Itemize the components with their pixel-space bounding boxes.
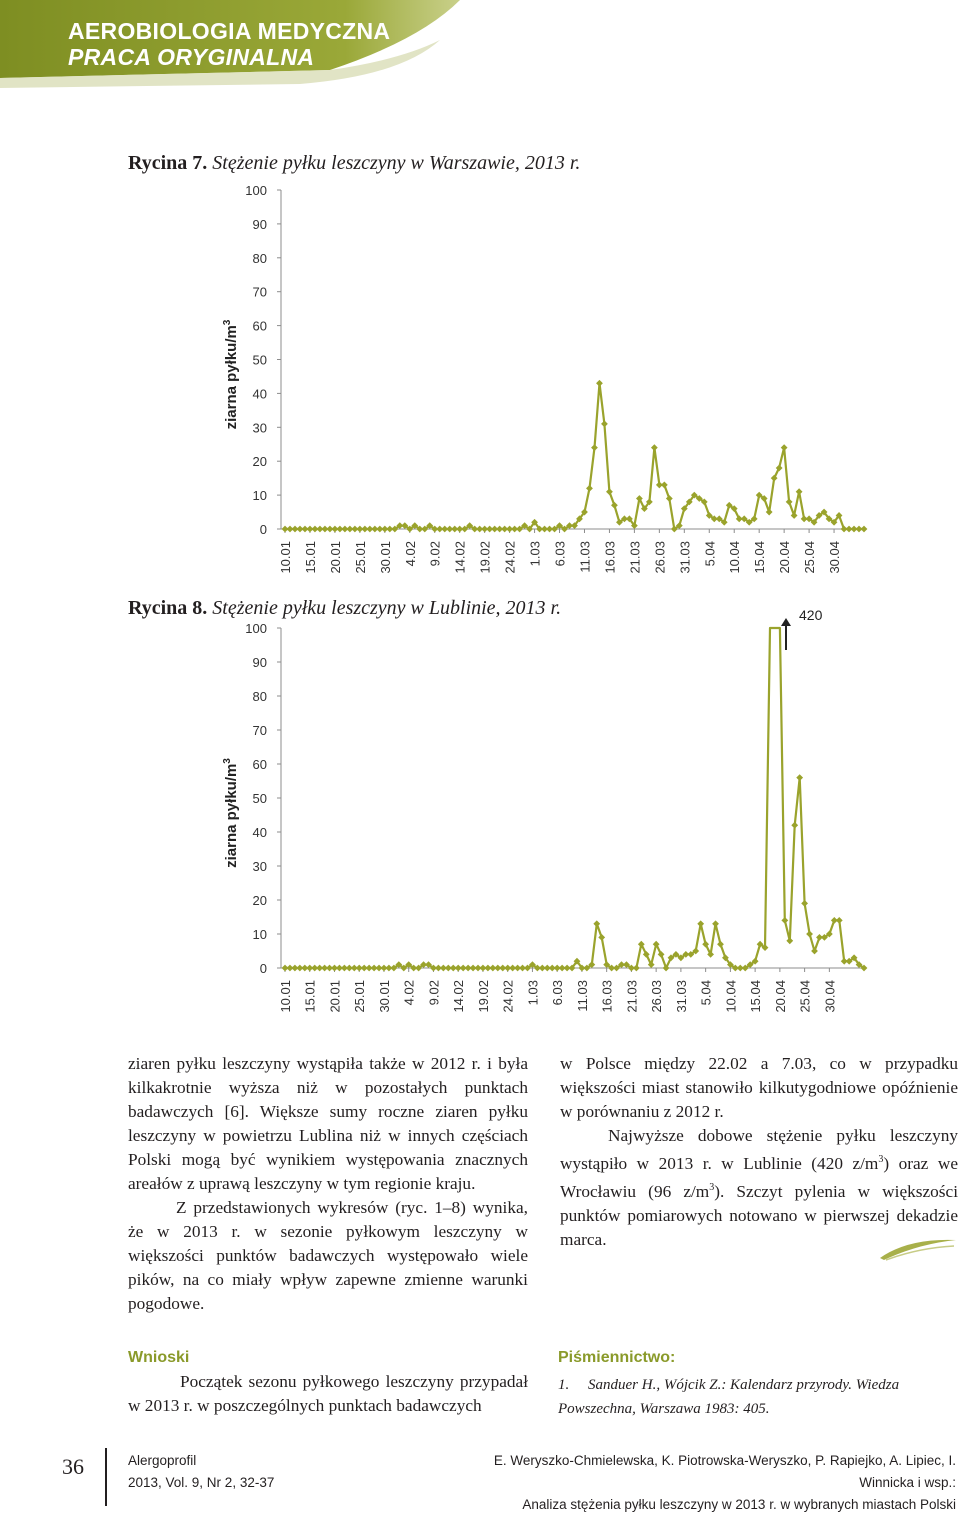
decorative-swoosh-icon [878, 1236, 958, 1262]
x-tick-label: 1.03 [525, 980, 541, 1006]
y-axis-title-text: ziarna pyłku/m [223, 763, 240, 868]
y-tick-label: 70 [252, 284, 267, 300]
figure8-title: Stężenie pyłku leszczyny w Lublinie, 2013 r. [212, 597, 562, 619]
data-point-marker [661, 482, 668, 489]
x-tick-label: 5.04 [698, 980, 714, 1006]
data-point-marker [781, 917, 788, 924]
y-tick-label: 100 [245, 183, 267, 198]
x-tick-label: 14.02 [452, 541, 468, 574]
x-tick-label: 19.02 [475, 980, 491, 1013]
y-axis-title-superscript: 3 [222, 319, 233, 326]
y-tick-label: 50 [252, 791, 267, 806]
footer-article-block [456, 1450, 956, 1516]
x-tick-label: 4.02 [402, 541, 418, 567]
body-left-column [128, 1052, 528, 1316]
body-right-paragraph-2 [560, 1124, 958, 1252]
data-point-marker [836, 917, 843, 924]
conclusions-text: Początek sezonu pyłkowego leszczyny przypadał w 2013 r. w poszczególnych punktach badawczych [128, 1372, 528, 1415]
figure7-title: Stężenie pyłku leszczyny w Warszawie, 2013 r. [212, 152, 581, 174]
x-tick-label: 25.01 [352, 541, 368, 574]
y-tick-label: 100 [245, 621, 267, 636]
conclusions-heading: Wnioski [128, 1349, 190, 1366]
x-tick-label: 31.03 [677, 541, 693, 574]
body-left-paragraph-2: Z przedstawionych wykresów (ryc. 1–8) wynika, że w 2013 r. w sezonie pyłkowym leszczyny w większości punktów badawczych występowało wiele pików, na co miały wpływ zapewne zmienne warunki pogodowe. [128, 1198, 528, 1313]
article-type-label: PRACA ORYGINALNA [68, 44, 315, 70]
data-point-marker [586, 485, 593, 492]
x-tick-label: 10.04 [727, 541, 743, 574]
x-tick-label: 26.03 [649, 980, 665, 1013]
x-tick-label: 30.04 [827, 541, 843, 574]
footer-article-title: Analiza stężenia pyłku leszczyny w 2013 r. w wybranych miastach Polski [522, 1497, 956, 1512]
body-right-paragraph-1: w Polsce między 22.02 a 7.03, co w przypadku większości miast stanowiło kilkutygodniowe opóźnienie w porównaniu z 2012 r. [560, 1054, 958, 1121]
x-tick-label: 15.01 [302, 980, 318, 1013]
figure7-caption [128, 152, 580, 175]
x-tick-label: 25.04 [802, 541, 818, 574]
y-tick-label: 0 [259, 961, 267, 976]
references-heading: Piśmiennictwo: [558, 1349, 676, 1366]
x-tick-label: 24.02 [500, 980, 516, 1013]
data-point-marker [801, 900, 808, 907]
body-left-paragraph-1: ziaren pyłku leszczyny wystąpiła także w 2012 r. i była kilkakrotnie wyższa niż w pozostałych punktach badawczych [6]. Większe sumy roczne ziaren pyłku leszczyny w powietrzu Lublina niż w innych częściach Polski mogą być wynikiem występowania znacznych areałów z uprawą leszczyny w tym regionie kraju. [128, 1054, 528, 1193]
superscript-3: 3 [709, 1181, 715, 1193]
superscript-3: 3 [878, 1154, 884, 1165]
data-point-marker [591, 444, 598, 451]
journal-section-title: AEROBIOLOGIA MEDYCZNA [68, 18, 391, 44]
data-point-marker [806, 931, 813, 938]
y-tick-label: 90 [252, 655, 267, 670]
y-tick-label: 80 [252, 250, 267, 266]
annotation-label: 420 [799, 607, 823, 623]
data-point-marker [861, 526, 868, 533]
annotation-arrowhead [781, 618, 791, 626]
x-tick-label: 14.02 [451, 980, 467, 1013]
x-tick-label: 10.04 [723, 980, 739, 1013]
x-tick-label: 6.03 [550, 980, 566, 1006]
x-tick-label: 11.03 [574, 980, 590, 1012]
x-tick-label: 30.01 [376, 980, 392, 1013]
data-point-marker [633, 965, 640, 972]
x-tick-label: 9.02 [427, 541, 443, 567]
x-tick-label: 10.01 [278, 541, 293, 574]
page-number: 36 [62, 1454, 84, 1479]
series-line [285, 383, 864, 529]
data-point-marker [666, 495, 673, 502]
y-axis-title [222, 319, 240, 429]
x-tick-label: 30.01 [377, 541, 393, 574]
footer-journal: Alergoprofil [128, 1453, 197, 1468]
reference-item [558, 1373, 958, 1421]
footer-authors: E. Weryszko-Chmielewska, K. Piotrowska-Weryszko, P. Rapiejko, A. Lipiec, I. Winnicka i wsp.: [493, 1453, 956, 1490]
x-tick-label: 19.02 [477, 541, 493, 574]
data-point-marker [717, 941, 724, 948]
data-point-marker [598, 934, 605, 941]
reference-number: 1. [558, 1377, 570, 1393]
x-tick-label: 15.04 [748, 980, 764, 1013]
x-tick-label: 25.01 [352, 980, 368, 1013]
data-point-marker [593, 920, 600, 927]
y-axis-title [222, 758, 240, 868]
x-tick-label: 25.04 [797, 980, 813, 1013]
footer-divider [105, 1448, 107, 1506]
body-right-text-c: ). Szczyt pylenia w większości punktów pomiarowych notowano w pierwszej dekadzie marca. [560, 1181, 958, 1249]
body-right-text-a: Najwyższe dobowe stężenie pyłku leszczyny wystąpiło w 2013 r. w Lublinie (420 z/m [560, 1126, 958, 1173]
x-tick-label: 15.04 [752, 541, 768, 574]
y-tick-label: 60 [252, 757, 267, 772]
x-tick-label: 16.03 [602, 541, 618, 574]
chart-lublin [0, 600, 960, 1020]
series-line [285, 628, 864, 968]
y-tick-label: 20 [252, 454, 267, 470]
y-tick-label: 30 [252, 420, 267, 436]
y-tick-label: 30 [252, 859, 267, 874]
y-tick-label: 10 [252, 927, 267, 942]
data-point-marker [712, 920, 719, 927]
data-point-marker [651, 444, 658, 451]
data-point-marker [648, 961, 655, 968]
x-tick-label: 20.01 [327, 541, 343, 574]
x-tick-label: 21.03 [624, 980, 640, 1013]
x-tick-label: 16.03 [599, 980, 615, 1013]
x-tick-label: 5.04 [702, 541, 718, 567]
x-tick-label: 30.04 [822, 980, 838, 1013]
data-point-marker [796, 774, 803, 781]
data-point-marker [786, 498, 793, 505]
y-tick-label: 20 [252, 893, 267, 908]
data-point-marker [766, 509, 773, 516]
x-tick-label: 11.03 [577, 541, 593, 573]
chart-warszawa [0, 180, 960, 590]
y-tick-label: 90 [252, 216, 267, 232]
x-tick-label: 26.03 [652, 541, 668, 574]
data-point-marker [596, 380, 603, 387]
conclusions-text-block [128, 1370, 528, 1418]
x-tick-label: 20.04 [777, 541, 793, 574]
x-tick-label: 4.02 [401, 980, 417, 1006]
x-tick-label: 1.03 [527, 541, 543, 567]
y-tick-label: 10 [252, 488, 267, 504]
y-axis-title-text: ziarna pyłku/m [223, 325, 240, 430]
y-axis-title-superscript: 3 [222, 758, 233, 764]
x-tick-label: 20.01 [327, 980, 343, 1013]
figure8-label: Rycina 8. [128, 597, 208, 619]
data-point-marker [791, 512, 798, 519]
body-right-text-b: ) oraz we Wrocławiu (96 z/m [560, 1153, 958, 1201]
x-tick-label: 20.04 [772, 980, 788, 1013]
footer-volume: 2013, Vol. 9, Nr 2, 32-37 [128, 1475, 275, 1490]
data-point-marker [796, 488, 803, 495]
y-tick-label: 80 [252, 689, 267, 704]
x-tick-label: 10.01 [278, 980, 293, 1013]
x-tick-label: 21.03 [627, 541, 643, 574]
x-tick-label: 15.01 [302, 541, 318, 574]
y-tick-label: 0 [259, 522, 267, 537]
data-point-marker [791, 822, 798, 829]
y-tick-label: 40 [252, 386, 267, 402]
y-tick-label: 60 [252, 318, 267, 334]
x-tick-label: 24.02 [502, 541, 518, 574]
y-tick-label: 40 [252, 825, 267, 840]
x-tick-label: 31.03 [673, 980, 689, 1013]
data-point-marker [702, 941, 709, 948]
data-point-marker [658, 951, 665, 958]
data-point-marker [611, 502, 618, 509]
data-point-marker [811, 948, 818, 955]
data-point-marker [781, 444, 788, 451]
data-point-marker [606, 488, 613, 495]
y-tick-label: 70 [252, 723, 267, 738]
x-tick-label: 9.02 [426, 980, 442, 1006]
x-tick-label: 6.03 [552, 541, 568, 567]
figure7-label: Rycina 7. [128, 152, 208, 174]
data-point-marker [697, 920, 704, 927]
data-point-marker [786, 937, 793, 944]
data-point-marker [601, 421, 608, 428]
body-right-column [560, 1052, 958, 1252]
y-tick-label: 50 [252, 352, 267, 368]
footer-journal-block [128, 1450, 274, 1494]
reference-text: Sanduer H., Wójcik Z.: Kalendarz przyrody. Wiedza Powszechna, Warszawa 1983: 405. [558, 1377, 900, 1417]
